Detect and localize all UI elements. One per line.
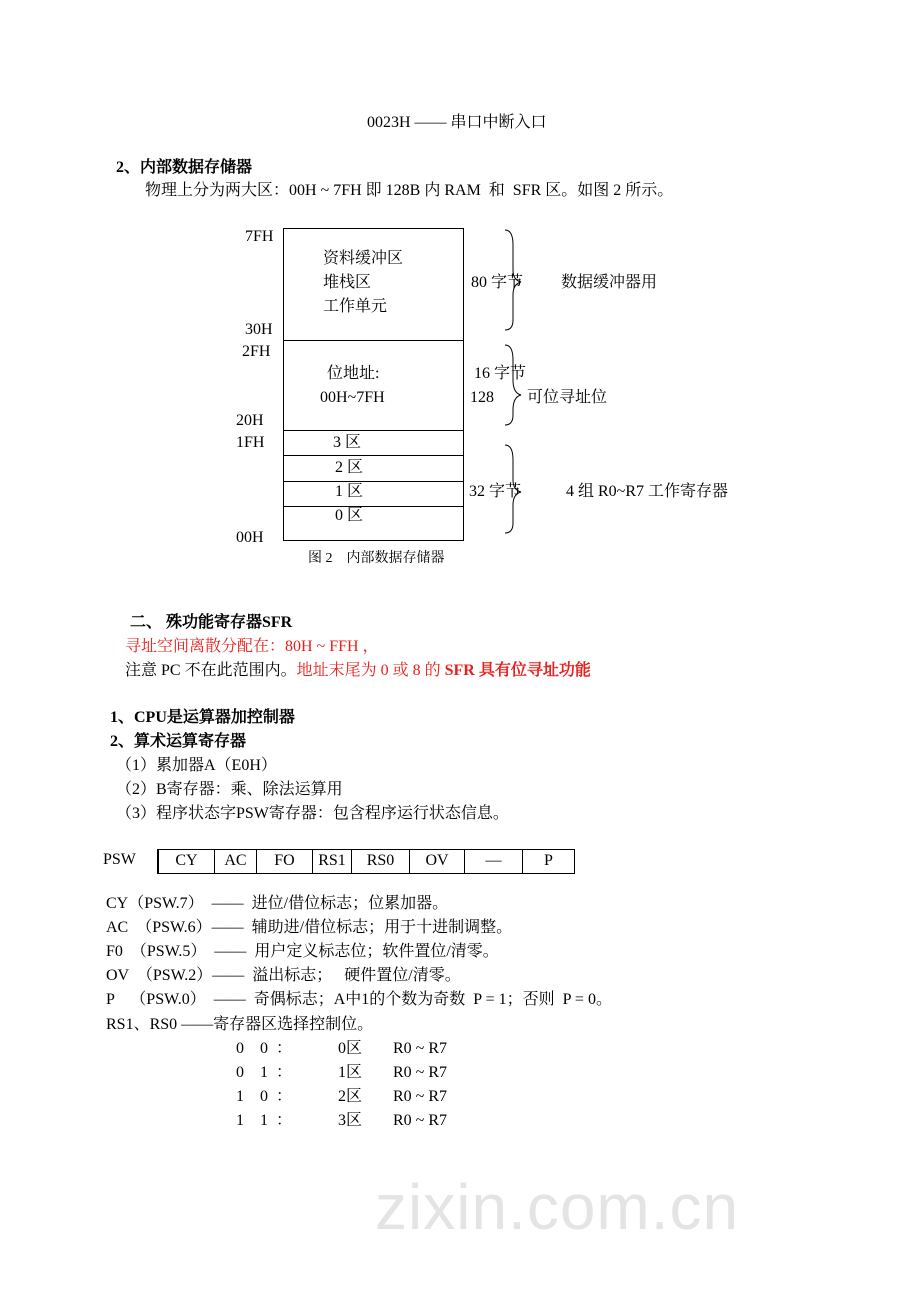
addr-label: 2FH — [242, 343, 271, 360]
rs-bits: 0 1 ： — [236, 1064, 293, 1081]
bank-label: 0 区 — [335, 507, 364, 524]
flag-desc: OV （PSW.2）—— 溢出标志； 硬件置位/清零。 — [106, 967, 461, 984]
psw-bit: CY — [159, 850, 215, 873]
rs-bits: 1 1 ： — [236, 1112, 293, 1129]
bank-label: 3 区 — [333, 434, 362, 451]
figure-caption: 图 2 内部数据存储器 — [308, 551, 445, 566]
rs-bank: 3区 — [338, 1112, 363, 1129]
rs-regs: R0 ~ R7 — [393, 1112, 447, 1129]
addr-label: 20H — [236, 412, 264, 429]
divider — [283, 430, 464, 431]
list-item: （2）B寄存器：乘、除法运算用 — [116, 781, 343, 798]
rs-bank: 0区 — [338, 1040, 363, 1057]
psw-label: PSW — [103, 851, 136, 868]
addr-label: 1FH — [236, 434, 265, 451]
list-item: （1）累加器A（E0H） — [116, 757, 277, 774]
rs-bank: 1区 — [338, 1064, 363, 1081]
paragraph: 物理上分为两大区：00H ~ 7FH 即 128B 内 RAM 和 SFR 区。如图 2 所示。 — [145, 182, 674, 199]
block-label: 工作单元 — [323, 298, 388, 315]
psw-bit: RS0 — [352, 850, 410, 873]
psw-bit: FO — [257, 850, 313, 873]
size-label: 80 字节 — [471, 274, 524, 291]
psw-bit: AC — [215, 850, 257, 873]
paragraph — [125, 661, 591, 681]
rs-bank: 2区 — [338, 1088, 363, 1105]
section-heading: 2、内部数据存储器 — [116, 159, 253, 176]
text-run: 地址末尾为 0 或 8 的 — [296, 662, 445, 679]
divider — [283, 340, 464, 341]
flag-desc: CY（PSW.7） —— 进位/借位标志；位累加器。 — [106, 895, 449, 912]
rs-regs: R0 ~ R7 — [393, 1064, 447, 1081]
heading: 2、算术运算寄存器 — [110, 733, 247, 750]
flag-desc: P （PSW.0） —— 奇偶标志；A中1的个数为奇数 P = 1；否则 P = 0。 — [106, 991, 612, 1008]
paragraph: 寻址空间离散分配在：80H ~ FFH ， — [125, 638, 379, 655]
flag-desc: AC （PSW.6）—— 辅助进/借位标志；用于十进制调整。 — [106, 919, 513, 936]
interrupt-entry: 0023H —— 串口中断入口 — [367, 114, 547, 131]
bank-label: 1 区 — [335, 483, 364, 500]
divider — [283, 506, 464, 507]
addr-label: 00H — [236, 529, 264, 546]
block-label: 位地址: — [327, 365, 380, 382]
size-label: 128 — [470, 389, 494, 406]
watermark: zixin.com.cn — [375, 1171, 740, 1243]
section-heading: 二、 殊功能寄存器SFR — [130, 614, 293, 631]
heading: 1、CPU是运算器加控制器 — [110, 709, 295, 726]
list-item: （3）程序状态字PSW寄存器：包含程序运行状态信息。 — [116, 805, 509, 822]
rs-bits: 1 0 ： — [236, 1088, 293, 1105]
addr-label: 7FH — [245, 228, 274, 245]
psw-bit: RS1 — [313, 850, 352, 873]
size-label: 32 字节 — [469, 483, 522, 500]
psw-bit: — — [465, 850, 523, 873]
psw-register-table — [157, 849, 575, 874]
rs-regs: R0 ~ R7 — [393, 1040, 447, 1057]
size-label: 16 字节 — [474, 365, 527, 382]
note-label: 数据缓冲器用 — [561, 274, 658, 291]
divider — [283, 481, 464, 482]
block-label: 资料缓冲区 — [323, 250, 404, 267]
note-label: 4 组 R0~R7 工作寄存器 — [566, 483, 729, 500]
memory-box — [283, 228, 464, 541]
note-label: 可位寻址位 — [527, 389, 608, 406]
text-run: 注意 PC 不在此范围内。 — [125, 662, 297, 679]
block-label: 00H~7FH — [320, 389, 385, 406]
bank-label: 2 区 — [335, 459, 364, 476]
flag-desc: F0 （PSW.5） —— 用户定义标志位；软件置位/清零。 — [106, 943, 499, 960]
divider — [283, 455, 464, 456]
rs-bits: 0 0 ： — [236, 1040, 293, 1057]
addr-label: 30H — [245, 321, 273, 338]
psw-bit: P — [544, 852, 553, 869]
block-label: 堆栈区 — [323, 274, 372, 291]
rs-title: RS1、RS0 ——寄存器区选择控制位。 — [106, 1016, 374, 1033]
psw-bit: OV — [410, 850, 465, 873]
rs-regs: R0 ~ R7 — [393, 1088, 447, 1105]
text-run: SFR 具有位寻址功能 — [444, 662, 591, 679]
